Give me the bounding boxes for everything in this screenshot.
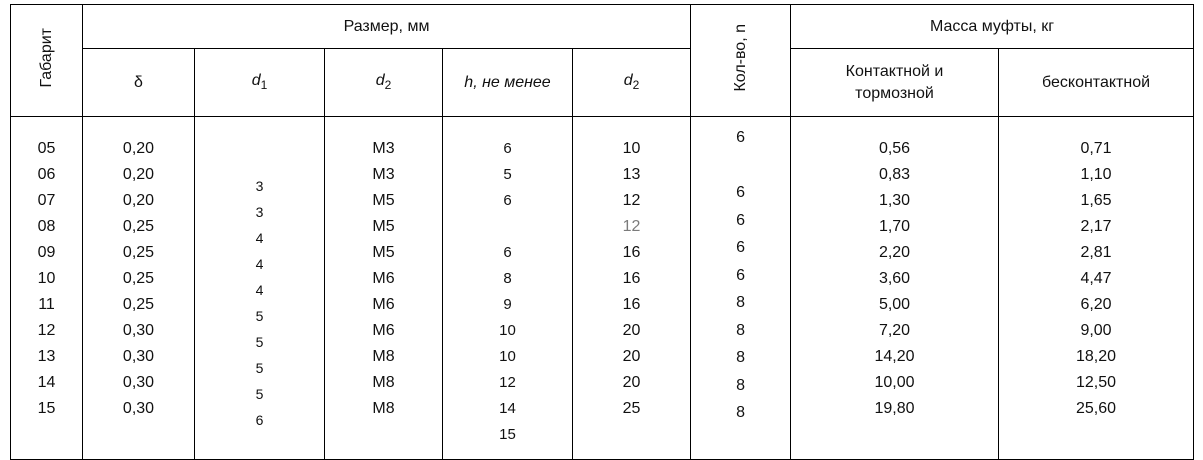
header-delta: δ — [83, 49, 195, 117]
header-d1-index: 1 — [260, 78, 268, 93]
header-d1 — [195, 49, 325, 117]
header-d2b-letter: d — [623, 72, 633, 90]
value-d2: М5 — [372, 192, 395, 209]
value-gabarit: 14 — [37, 374, 56, 391]
value-d2: М3 — [372, 140, 395, 157]
value-delta: 0,30 — [122, 374, 155, 391]
value-n: 6 — [736, 211, 745, 229]
value-d2b — [629, 422, 633, 448]
value-d2b: 16 — [622, 296, 641, 313]
value-d2b: 20 — [622, 348, 641, 365]
value-mass_contact: 1,70 — [878, 218, 911, 235]
cell-n-column — [691, 117, 791, 460]
value-d1: 5 — [255, 360, 264, 376]
value-h: 6 — [503, 244, 512, 261]
value-gabarit — [44, 422, 48, 448]
header-d2-letter: d — [375, 72, 385, 90]
value-d2: М8 — [372, 348, 395, 365]
value-d2b: 10 — [622, 140, 641, 157]
value-delta: 0,25 — [122, 244, 155, 261]
cell-h-column — [443, 117, 573, 460]
value-delta: 0,30 — [122, 400, 155, 417]
value-d1: 5 — [255, 334, 264, 350]
value-gabarit: 15 — [37, 400, 56, 417]
list-delta — [83, 128, 194, 448]
value-d2: М3 — [372, 166, 395, 183]
list-gabarit — [11, 128, 82, 448]
value-mass_noncontact: 18,20 — [1075, 348, 1117, 365]
table-body-row — [11, 117, 1194, 460]
value-mass_contact: 3,60 — [878, 270, 911, 287]
header-d2 — [325, 49, 443, 117]
header-h — [443, 49, 573, 117]
list-d2b — [573, 128, 690, 448]
list-mass-noncontact — [999, 128, 1193, 448]
value-d2b: 16 — [622, 270, 641, 287]
value-gabarit: 08 — [37, 218, 56, 235]
value-mass_noncontact: 25,60 — [1075, 400, 1117, 417]
value-mass_contact: 7,20 — [878, 322, 911, 339]
value-n: 8 — [736, 349, 745, 366]
cell-mass-contact-column — [791, 117, 999, 460]
value-mass_contact: 1,30 — [878, 192, 911, 209]
value-d1: 4 — [255, 230, 264, 246]
value-n: 6 — [736, 266, 745, 284]
value-d2b: 12 — [622, 218, 641, 235]
value-mass_noncontact: 4,47 — [1080, 270, 1112, 287]
value-delta: 0,25 — [122, 270, 155, 287]
header-d2b-index: 2 — [632, 78, 640, 93]
value-h: 10 — [499, 348, 516, 365]
header-count — [691, 5, 791, 117]
value-mass_contact: 10,00 — [874, 374, 915, 391]
list-n — [691, 122, 790, 454]
list-h — [443, 128, 572, 448]
header-mass-group: Масса муфты, кг — [791, 5, 1194, 49]
value-n: 8 — [736, 404, 745, 421]
header-size-group: Размер, мм — [83, 5, 691, 49]
value-d1: 5 — [255, 308, 264, 324]
header-d2b — [573, 49, 691, 117]
value-d1: 3 — [255, 178, 264, 194]
value-n: 6 — [736, 129, 745, 146]
value-n: 8 — [736, 321, 745, 339]
header-mass-contact-line1: Контактной и — [845, 62, 944, 80]
cell-d2b-column — [573, 117, 691, 460]
value-gabarit: 13 — [37, 348, 56, 365]
value-delta: 0,30 — [122, 322, 155, 339]
value-n: 6 — [736, 239, 745, 256]
cell-gabarit-column — [11, 117, 83, 460]
value-d2: М5 — [372, 218, 395, 235]
value-mass_noncontact: 2,81 — [1080, 244, 1112, 261]
header-d2-index: 2 — [384, 78, 392, 93]
value-d2: М6 — [372, 296, 395, 313]
value-gabarit: 06 — [37, 166, 56, 183]
value-d1 — [258, 147, 262, 173]
value-mass_noncontact: 1,10 — [1080, 166, 1112, 183]
value-gabarit: 12 — [37, 322, 56, 339]
header-gabarit-label: Габарит — [37, 28, 55, 88]
table-header-row-groups — [11, 5, 1194, 49]
value-mass_contact: 5,00 — [878, 296, 911, 313]
list-d2 — [325, 128, 442, 448]
specification-table — [10, 4, 1194, 460]
header-gabarit — [11, 5, 83, 117]
value-mass_noncontact — [1094, 422, 1098, 448]
header-mass-contact-line2: тормозной — [855, 84, 934, 102]
value-gabarit: 05 — [37, 140, 56, 157]
cell-d1-column — [195, 117, 325, 460]
value-h: 10 — [499, 322, 516, 339]
value-gabarit: 07 — [37, 192, 56, 209]
table-sheet — [0, 4, 1203, 453]
value-mass_contact: 19,80 — [874, 400, 915, 417]
value-d1 — [258, 433, 262, 459]
value-d1: 6 — [255, 412, 264, 428]
cell-delta-column — [83, 117, 195, 460]
value-d2b: 13 — [622, 166, 641, 183]
value-mass_noncontact: 0,71 — [1080, 140, 1112, 157]
value-mass_contact — [892, 422, 896, 448]
value-n — [738, 152, 742, 180]
header-count-label: Кол-во, n — [731, 24, 749, 92]
value-mass_noncontact: 9,00 — [1080, 322, 1112, 339]
list-mass-contact — [791, 128, 998, 448]
value-d1: 4 — [255, 282, 264, 298]
value-h: 12 — [499, 374, 516, 391]
value-delta: 0,20 — [122, 166, 155, 183]
value-d2: М5 — [372, 244, 395, 261]
value-gabarit: 10 — [37, 270, 56, 287]
value-d2: М8 — [372, 400, 395, 417]
cell-d2-column — [325, 117, 443, 460]
value-gabarit: 11 — [38, 296, 55, 313]
value-d2b: 25 — [622, 400, 641, 417]
value-h: 6 — [503, 140, 512, 157]
value-d2b: 20 — [622, 374, 641, 391]
table-header-row-sub — [11, 49, 1194, 117]
value-mass_contact: 2,20 — [878, 244, 911, 261]
value-d2 — [381, 422, 385, 448]
cell-mass-noncontact-column — [999, 117, 1194, 460]
value-n: 8 — [736, 294, 745, 311]
value-delta: 0,20 — [122, 140, 155, 157]
value-d2b: 16 — [622, 244, 641, 261]
value-n: 6 — [736, 184, 745, 201]
header-d1-letter: d — [251, 72, 261, 90]
value-mass_noncontact: 2,17 — [1080, 218, 1112, 235]
value-d1: 5 — [255, 386, 264, 402]
value-h: 6 — [503, 192, 512, 209]
value-delta: 0,25 — [122, 296, 155, 313]
value-h: 9 — [503, 296, 512, 313]
list-d1 — [195, 117, 324, 459]
value-d2b: 12 — [622, 192, 641, 209]
value-h: 8 — [503, 270, 512, 287]
value-d1: 3 — [255, 204, 264, 220]
value-delta: 0,20 — [122, 192, 155, 209]
value-d2b: 20 — [622, 322, 641, 339]
value-n — [738, 427, 742, 455]
value-d1: 4 — [255, 256, 264, 272]
value-d2: М6 — [372, 270, 395, 287]
value-mass_noncontact: 1,65 — [1080, 192, 1112, 209]
header-mass-noncontact: бесконтактной — [999, 49, 1194, 117]
value-h: 15 — [499, 426, 516, 443]
value-mass_contact: 0,56 — [878, 140, 911, 157]
value-h — [505, 214, 509, 240]
value-d2: М8 — [372, 374, 395, 391]
header-mass-contact — [791, 49, 999, 117]
value-mass_noncontact: 12,50 — [1075, 374, 1117, 391]
value-d2: М6 — [372, 322, 395, 339]
value-h: 14 — [499, 400, 516, 417]
value-mass_contact: 14,20 — [874, 348, 915, 365]
header-h-label: h, не менее — [464, 73, 551, 91]
value-delta — [136, 422, 140, 448]
value-delta: 0,30 — [122, 348, 155, 365]
value-n: 8 — [736, 376, 745, 394]
value-mass_contact: 0,83 — [878, 166, 911, 183]
value-h: 5 — [503, 166, 512, 183]
value-gabarit: 09 — [37, 244, 56, 261]
value-mass_noncontact: 6,20 — [1080, 296, 1112, 313]
value-delta: 0,25 — [122, 218, 155, 235]
